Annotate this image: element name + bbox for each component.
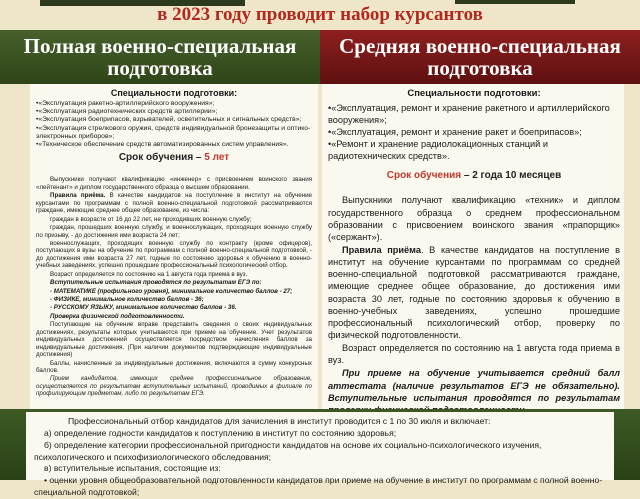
left-spec-item: •«Эксплуатация стрелкового оружия, средств индивидуальной бронезащиты и оптико-электронных приборов»; bbox=[36, 124, 311, 140]
right-rules-label: Правила приёма bbox=[342, 244, 421, 255]
left-paragraph: Выпускники получают квалификацию «инженер» с присвоением воинского звания «лейтенант» и диплом государственного образца о высшем образовании. bbox=[36, 176, 312, 191]
banner-full-training bbox=[0, 30, 320, 84]
right-rules-paragraph bbox=[328, 244, 620, 341]
left-spec-title: Специальности подготовки: bbox=[110, 88, 238, 98]
selection-line: Профессиональный отбор кандидатов для зачисления в институт проводится с 1 по 30 июля и включает: bbox=[68, 416, 491, 426]
right-rules-text: . В качестве кандидатов на поступление в институт на обучение курсантами по программам со средней военно-специальной подготовкой рассматриваются граждане, имеющие среднее общее образование, до достижения ими возраста 30 лет, годные по состоянию здоровья к обучению в военно-учебных заведениях, успешно прошедшие профессиональный психологический отбор, проверку по физической подготовленности. bbox=[328, 244, 620, 340]
selection-line: в) вступительные испытания, состоящие из: bbox=[44, 463, 221, 474]
left-paragraph: Поступающие на обучение вправе представить сведения о своих индивидуальных достижениях, результаты которых учитываются при приеме на обучение. Учет результатов индивидуальных достижений осуществляется посредством начисления баллов за индивидуальные достижения. (При наличии документов подтверждающие индивидуальные достижения) bbox=[36, 321, 312, 359]
left-paragraph: Баллы, начисленные за индивидуальные достижения, включаются в сумму конкурсных баллов. bbox=[36, 359, 312, 374]
right-note: При приеме на обучение учитывается средний балл аттестата (наличие результатов ЕГЭ не обязательно). Вступительные испытания проводятся по результатам bbox=[328, 368, 620, 403]
right-spec-item: •«Эксплуатация, ремонт и хранение ракет и боеприпасов»; bbox=[328, 126, 582, 137]
selection-line: б) определение категории профессиональной пригодности кандидатов на основе их социально-психологического изучения, психологического и психофизиологического обследования; bbox=[34, 439, 542, 462]
left-spec-item: •«Техническое обеспечение средств автоматизированных систем управления». bbox=[36, 141, 289, 149]
left-rules-paragraph bbox=[36, 192, 312, 214]
selection-line: • оценки уровня общеобразовательной подготовленности кандидатов при приеме на обучение в институт по программам с полной военно-специальной подготовкой; bbox=[34, 475, 603, 498]
left-rules-text: В качестве кандидатов на поступление в институт на обучение курсантами по программам с полной военно-специальной подготовкой рассматриваются граждане, имеющие среднее общее образование, из числа: bbox=[36, 192, 312, 215]
left-exam-fitness: Проверка физической подготовленности. bbox=[50, 312, 185, 320]
right-spec-title: Специальности подготовки: bbox=[407, 88, 541, 99]
selection-section bbox=[0, 409, 640, 498]
left-spec-item: •«Эксплуатация ракетно-артиллерийского вооружения»; bbox=[36, 99, 215, 107]
left-term-value: 5 лет bbox=[204, 152, 230, 164]
left-paragraph: граждан в возрасте от 16 до 22 лет, не проходивших военную службу; bbox=[50, 215, 252, 223]
banner-left-line2: подготовка bbox=[107, 56, 213, 80]
left-spec-item: •«Эксплуатация радиотехнических средств артиллерии»; bbox=[36, 108, 218, 116]
left-exam-russian: - РУССКОМУ ЯЗЫКУ, минимальное количество баллов - 36. bbox=[50, 304, 237, 312]
selection-box bbox=[26, 412, 614, 498]
left-paragraph: военнослужащих, проходящих военную службу по контракту (кроме офицеров), поступающих в вузы на обучение по программам с полной военно-специальной подготовкой, - до достижения ими возраста 27 лет, годные по состоянию здоровья к обучению в военно-учебных заведениях, успешно прошедшие профессиональный психологический отбор. bbox=[36, 239, 312, 270]
full-training-column bbox=[30, 84, 318, 409]
right-term-value: – 2 года 10 месяцев bbox=[463, 170, 562, 182]
left-rules-label: Правила приёма. bbox=[50, 192, 106, 200]
left-term-label: Срок обучения – bbox=[118, 152, 202, 164]
right-term bbox=[328, 169, 620, 182]
left-paragraph: Возраст определяется по состоянию на 1 августа года приема в вуз. bbox=[50, 270, 248, 278]
right-paragraph: Выпускники получают квалификацию «техник» и диплом государственного образца о среднем профессиональном образовании с присвоением воинского звания «прапорщик» («сержант»). bbox=[328, 195, 620, 242]
left-spec-item: •«Эксплуатация боеприпасов, взрывателей, осветительных и сигнальных средств»; bbox=[36, 116, 302, 124]
left-term bbox=[36, 152, 312, 164]
banner-left-line1: Полная военно-специальная bbox=[23, 33, 297, 58]
left-exam-title: Вступительные испытания проводятся по результатам ЕГЭ по: bbox=[50, 279, 262, 287]
headline: в 2023 году проводит набор курсантов bbox=[157, 4, 483, 25]
right-spec-item: •«Эксплуатация, ремонт и хранение ракетного и артиллерийского вооружения»; bbox=[328, 102, 610, 125]
left-exam-math: - МАТЕМАТИКЕ (профильного уровня), минимальное количество баллов - 27; bbox=[50, 287, 293, 295]
middle-training-column bbox=[322, 84, 624, 409]
right-paragraph: Возраст определяется по состоянию на 1 августа года приема в вуз. bbox=[328, 343, 620, 366]
right-spec-item: •«Ремонт и хранение радиолокационных станций и радиотехнических средств». bbox=[328, 138, 548, 162]
right-margin bbox=[624, 84, 640, 409]
selection-line: а) определение годности кандидатов к поступлению в институт по состоянию здоровья; bbox=[44, 427, 397, 438]
left-paragraph: Прием кандидатов, имеющих среднее профессиональное образование, осуществляется по результатам вступительных испытаний, проводимых в филиале по профилирующим предметам, либо по результатам ЕГЭ. bbox=[36, 375, 312, 398]
left-margin bbox=[0, 84, 30, 409]
left-exam-physics: - ФИЗИКЕ, минимальное количество баллов - 36; bbox=[50, 296, 204, 304]
banner-right-line1: Средняя военно-специальная bbox=[339, 33, 621, 58]
right-term-label: Срок обучения bbox=[386, 170, 462, 182]
banner-middle-training bbox=[320, 30, 640, 84]
banner-right-line2: подготовка bbox=[427, 56, 533, 80]
left-paragraph: граждан, прошедших военную службу, и военнослужащих, проходящих военную службу по призыву, - до достижения ими возраста 24 лет; bbox=[36, 224, 312, 239]
